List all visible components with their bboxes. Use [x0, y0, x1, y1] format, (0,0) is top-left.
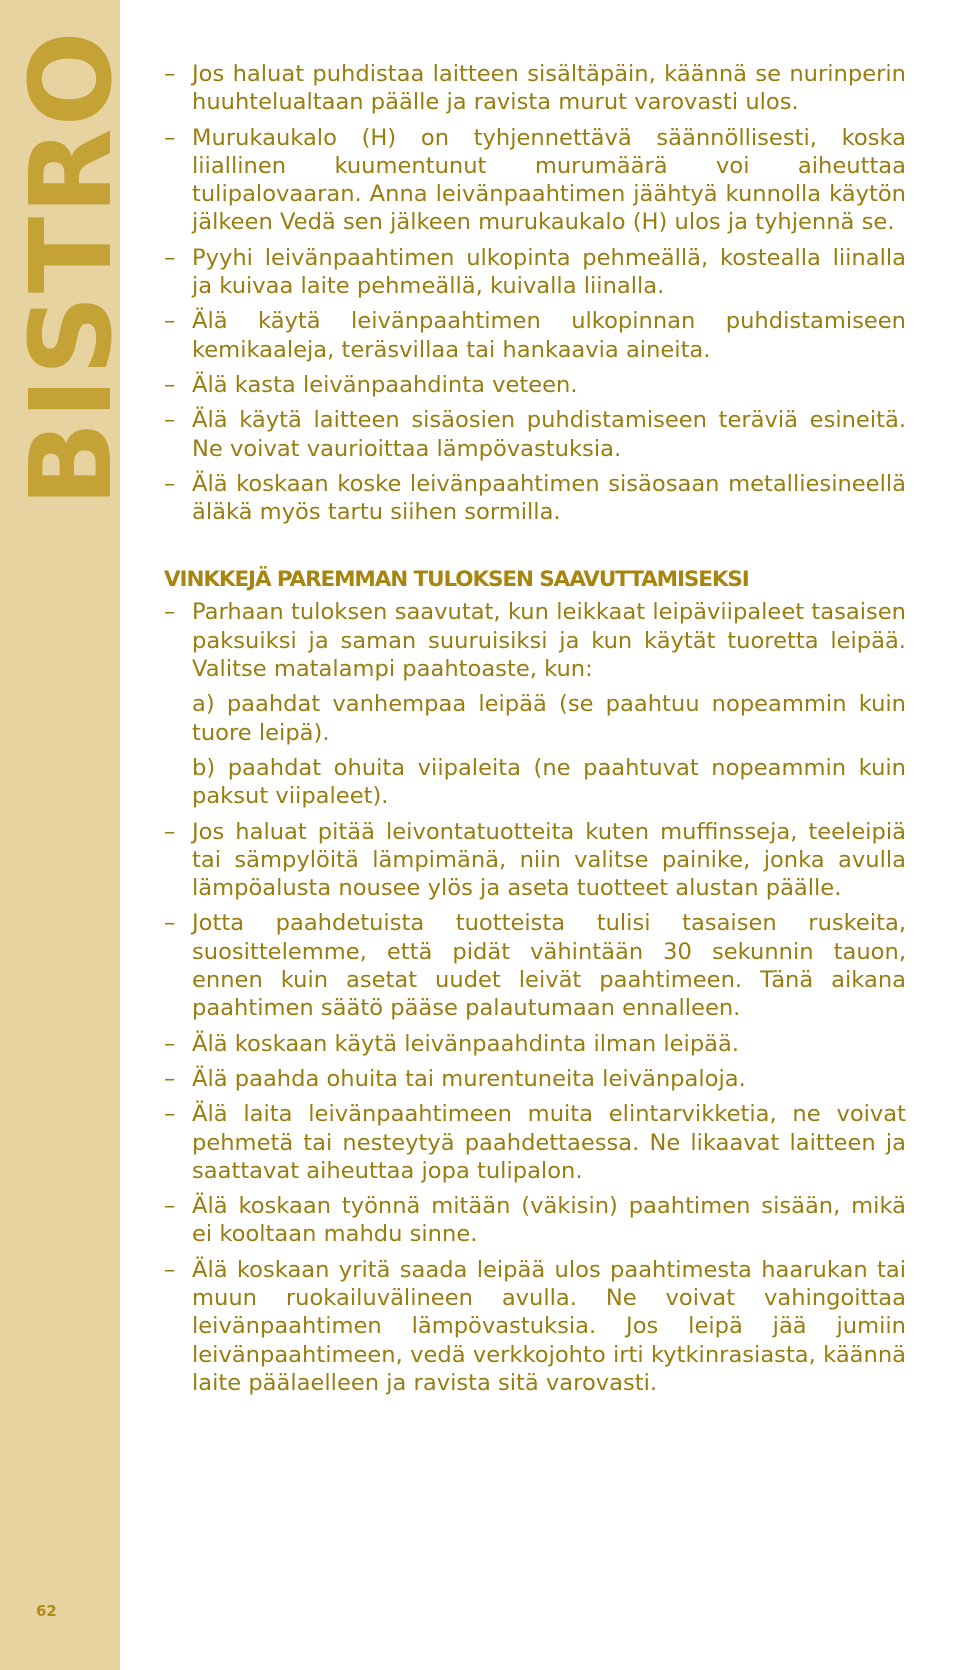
sub-item-b: b) paahdat ohuita viipaleita (ne paahtuvat nopeammin kuin paksut viipaleet). [192, 754, 906, 810]
item-text: Älä käytä leivänpaahtimen ulkopinnan puhdistamiseen kemikaaleja, teräsvillaa tai hankaavia aineita. [192, 308, 906, 363]
list-item [164, 307, 906, 364]
dash-bullet: – [164, 818, 176, 845]
item-text: Älä laita leivänpaahtimeen muita elintarvikketia, ne voivat pehmetä tai nesteytyä paahdettaessa. Ne likaavat laitteen ja saattavat aiheuttaa jopa tulipalon. [192, 1101, 906, 1184]
dash-bullet: – [164, 407, 176, 434]
dash-bullet: – [164, 1193, 176, 1220]
list-item [164, 60, 906, 117]
item-text: Murukaukalo (H) on tyhjennettävä säännöllisesti, koska liiallinen kuumentunut murumäärä voi aiheuttaa tulipalovaaran. Anna leivänpaahtimen jäähtyä kunnolla käytön jälkeen Vedä sen jälkeen murukaukalo (H) ulos ja tyhjennä se. [192, 124, 906, 236]
page-number: 62 [36, 1602, 57, 1620]
list-item [164, 1065, 906, 1093]
list-item [164, 244, 906, 301]
section-heading: VINKKEJÄ PAREMMAN TULOKSEN SAAVUTTAMISEKSI [164, 567, 749, 593]
item-text: Älä koskaan yritä saada leipää ulos paahtimesta haarukan tai muun ruokailuvälineen avulla. Ne voivat vahingoittaa leivänpaahtimen lämpövastuksia. Jos leipä jää jumiin leivänpaahtimeen, vedä verkkojohto irti kytkinrasiasta, käännä laite päälaelleen ja ravista sitä varovasti. [192, 1256, 906, 1396]
item-text: Jos haluat puhdistaa laitteen sisältäpäin, käännä se nurinperin huuhtelualtaan päälle ja ravista murut varovasti ulos. [192, 61, 906, 116]
sub-item-a: a) paahdat vanhempaa leipää (se paahtuu nopeammin kuin tuore leipä). [192, 691, 906, 746]
list-item [164, 124, 906, 237]
list-item [164, 371, 906, 399]
item-text: Jos haluat pitää leivontatuotteita kuten muffinsseja, teeleipiä tai sämpylöitä lämpimänä, niin valitse painike, jonka avulla lämpöalusta nousee ylös ja aseta tuotteet alustan päälle. [192, 818, 906, 902]
item-text: Älä koskaan koske leivänpaahtimen sisäosaan metalliesineellä äläkä myös tartu siihen sormilla. [192, 470, 906, 526]
dash-bullet: – [164, 124, 176, 151]
item-text: Pyyhi leivänpaahtimen ulkopinta pehmeällä, kostealla liinalla ja kuivaa laite pehmeällä, kuivalla liinalla. [192, 244, 906, 300]
dash-bullet: – [164, 1101, 176, 1128]
list-item [164, 909, 906, 1022]
dash-bullet: – [164, 910, 176, 937]
item-text: Älä paahda ohuita tai murentuneita leivänpaloja. [192, 1065, 746, 1092]
dash-bullet: – [164, 470, 176, 497]
dash-bullet: – [164, 244, 176, 271]
item-text: Älä koskaan työnnä mitään (väkisin) paahtimen sisään, mikä ei kooltaan mahdu sinne. [192, 1193, 906, 1248]
dash-bullet: – [164, 308, 176, 335]
dash-bullet: – [164, 1030, 176, 1057]
list-item [164, 1192, 906, 1249]
dash-bullet: – [164, 599, 176, 626]
main-content [164, 60, 906, 1404]
list-item [164, 1030, 906, 1058]
dash-bullet: – [164, 1065, 176, 1092]
list-item [164, 1256, 906, 1397]
item-text: Älä käytä laitteen sisäosien puhdistamiseen teräviä esineitä. Ne voivat vaurioittaa lämpövastuksia. [192, 407, 906, 462]
item-text: Jotta paahdetuista tuotteista tulisi tasaisen ruskeita, suosittelemme, että pidät vähintään 30 sekunnin tauon, ennen kuin asetat uudet leivät paahtimeen. Tänä aikana paahtimen säätö pääse palautumaan ennalleen. [192, 910, 906, 1022]
list-item [164, 598, 906, 683]
list-item [164, 406, 906, 463]
list-item [164, 470, 906, 527]
item-text: Älä koskaan käytä leivänpaahdinta ilman leipää. [192, 1030, 740, 1057]
list-item [164, 1100, 906, 1185]
item-text: Älä kasta leivänpaahdinta veteen. [192, 371, 578, 398]
dash-bullet: – [164, 61, 176, 87]
list-item [164, 818, 906, 903]
dash-bullet: – [164, 371, 176, 398]
side-band [0, 0, 137, 1670]
item-text: Parhaan tuloksen saavutat, kun leikkaat leipäviipaleet tasaisen paksuiksi ja saman suuruisiksi ja kun käytät tuoretta leipää. Valitse matalampi paahtoaste, kun: [192, 599, 906, 683]
brand-title: BISTRO [7, 29, 137, 507]
dash-bullet: – [164, 1256, 176, 1283]
